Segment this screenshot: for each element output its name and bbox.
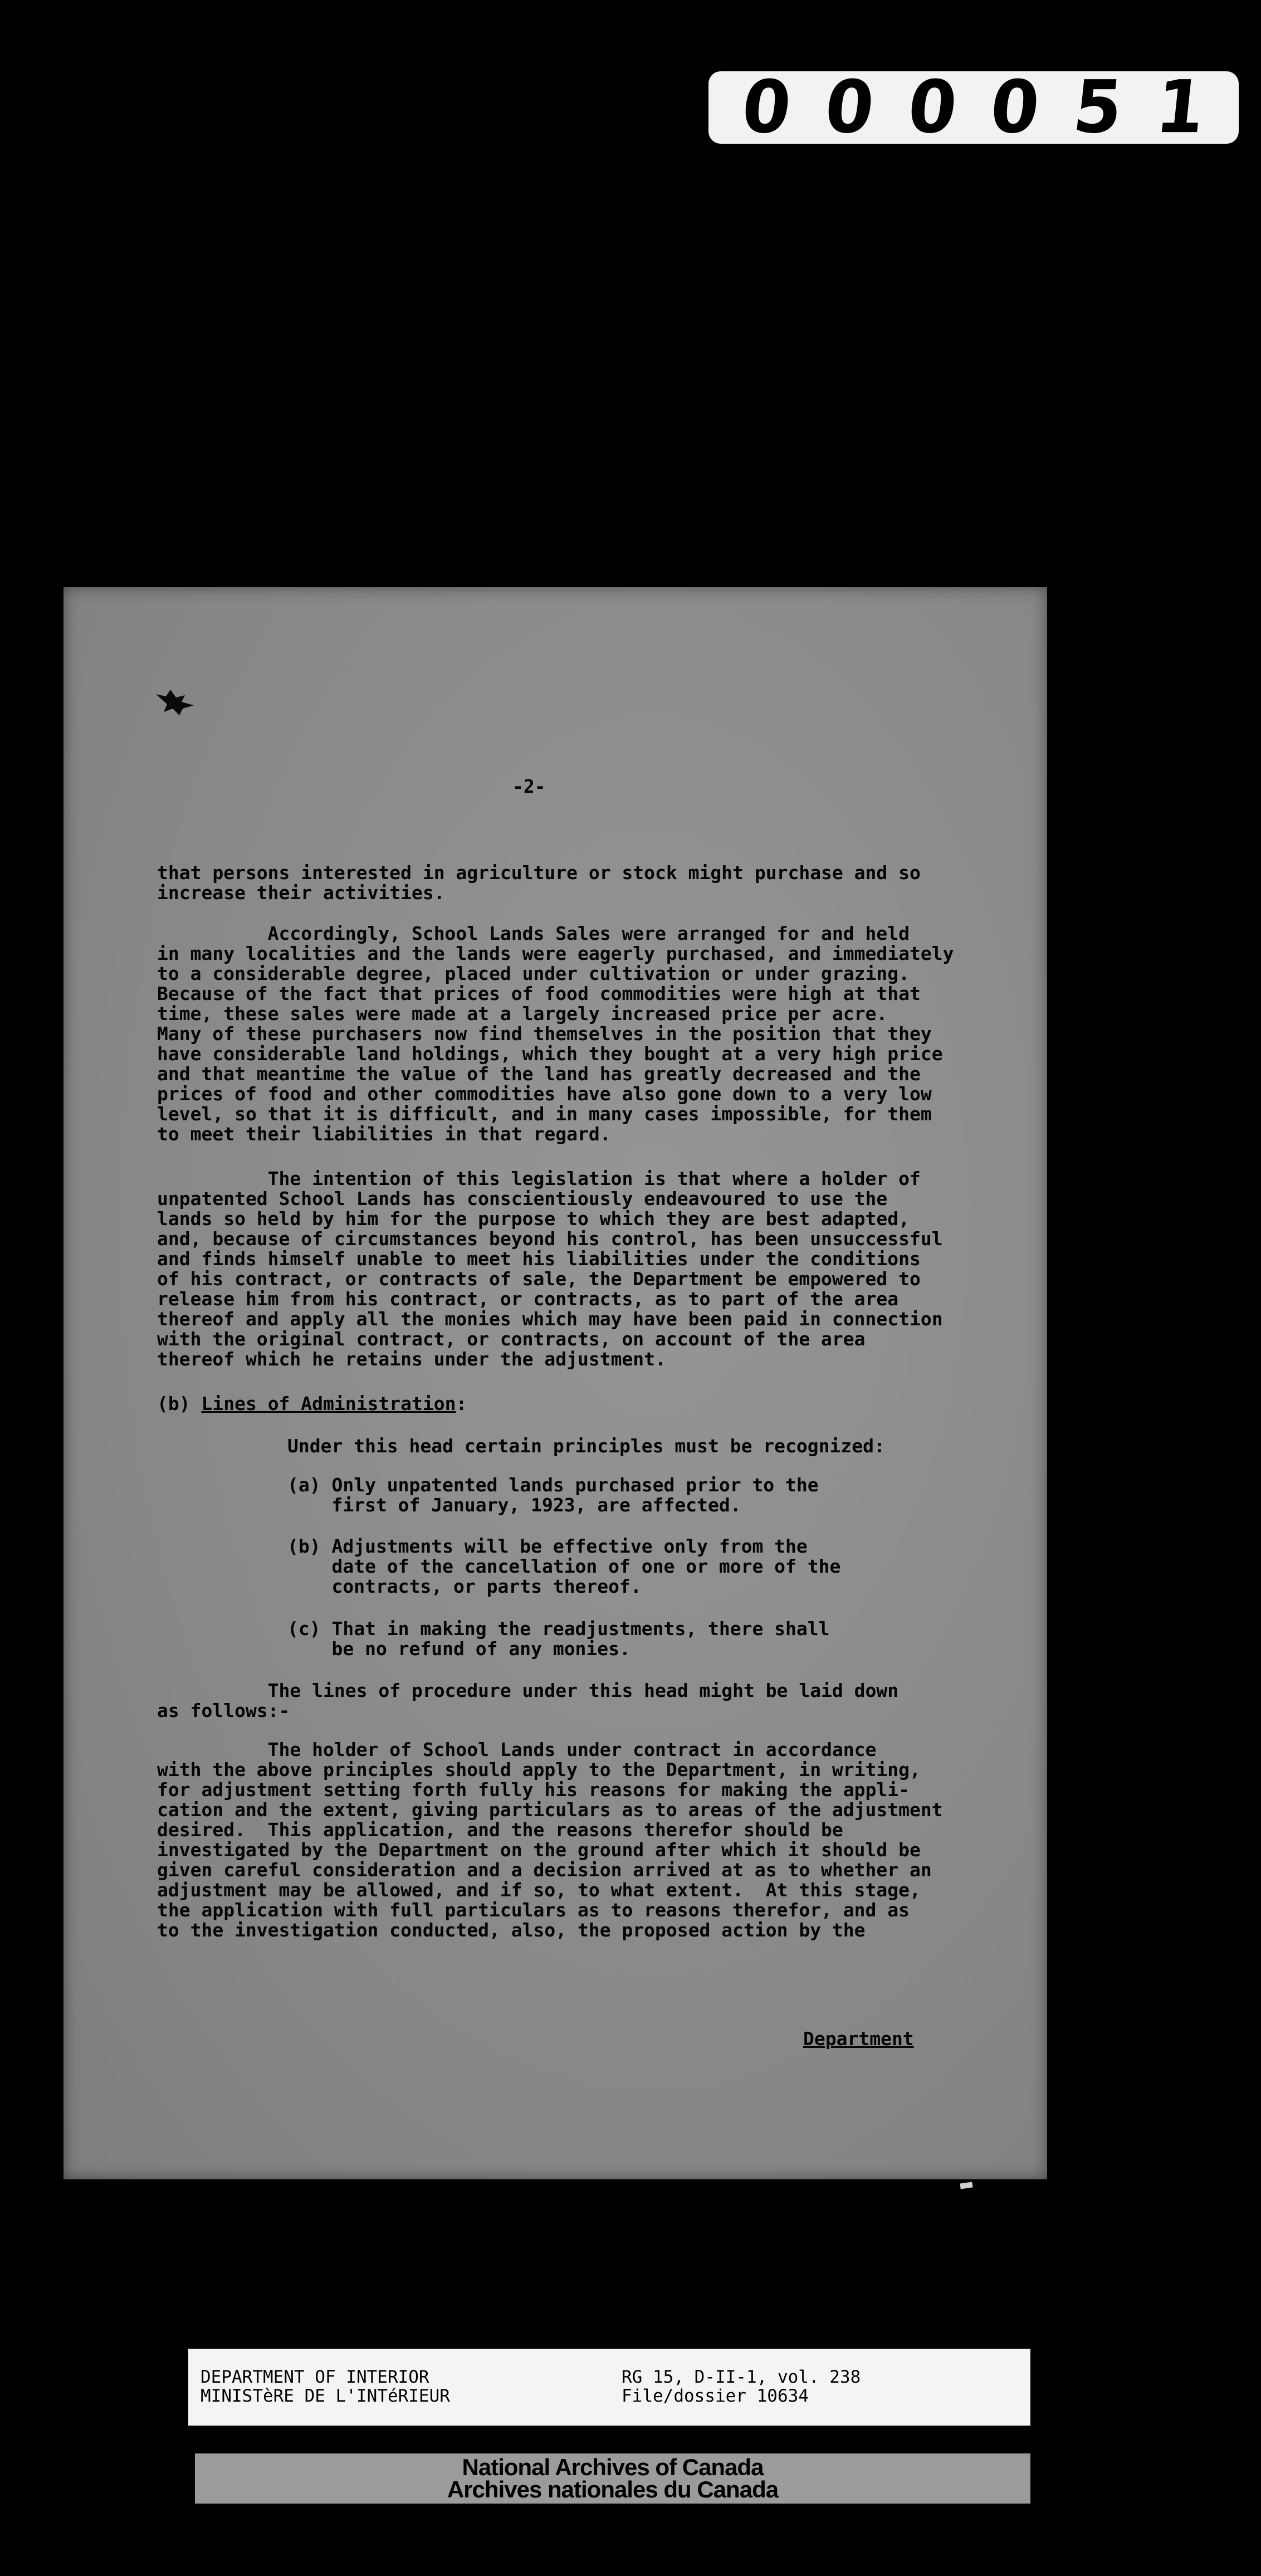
- frame-digit: 1: [1152, 65, 1209, 150]
- catchword: Department: [803, 2028, 914, 2050]
- section-colon: :: [456, 1393, 467, 1414]
- principles-intro: Under this head certain principles must be recognized:: [287, 1435, 885, 1457]
- paper-speck: [960, 2182, 972, 2189]
- frame-digit: 0: [820, 65, 878, 150]
- document-page: [63, 587, 1047, 2179]
- principle-item: (c) That in making the readjustments, there shall be no refund of any monies.: [287, 1618, 830, 1660]
- section-title: Lines of Administration: [201, 1393, 456, 1414]
- department-name: DEPARTMENT OF INTERIOR MINISTèRE DE L'INTéRIEUR: [201, 2367, 450, 2406]
- section-heading: [157, 1394, 467, 1414]
- archive-name-french: Archives nationales du Canada: [447, 2476, 779, 2502]
- body-paragraph: that persons interested in agriculture or stock might purchase and so increase their activities.: [157, 862, 921, 904]
- frame-number-label: [708, 65, 1239, 150]
- archive-stamp: [195, 2453, 1030, 2504]
- frame-digit: 0: [903, 65, 961, 150]
- section-letter: (b): [157, 1393, 202, 1414]
- principle-item: (a) Only unpatented lands purchased prior to the first of January, 1923, are affected.: [287, 1474, 819, 1516]
- principle-item: (b) Adjustments will be effective only from the date of the cancellation of one or more of the contracts, or parts thereof.: [287, 1535, 841, 1597]
- frame-digit: 0: [986, 65, 1044, 150]
- procedure-intro: The lines of procedure under this head might be laid down as follows:-: [157, 1680, 899, 1721]
- archive-name-english: National Archives of Canada: [462, 2454, 764, 2480]
- archival-reference-label: [188, 2349, 1030, 2426]
- ink-blot-mark: [154, 686, 197, 718]
- frame-digit: 5: [1069, 65, 1127, 150]
- body-paragraph: The intention of this legislation is that where a holder of unpatented School Lands has conscientiously endeavoured to use the lands so held by him for the purpose to which they are best adapted, and, because of circumstances beyond his control, has been unsuccessful and finds himself unable to meet his liabilities under the conditions of his contract, or contracts of sale, the Department be empowered to release him from his contract, or contracts, as to part of the area thereof and apply all the monies which may have been paid in connection with the original contract, or contracts, on account of the area thereof which he retains under the adjustment.: [157, 1168, 943, 1370]
- file-reference: RG 15, D-II-1, vol. 238 File/dossier 10634: [622, 2367, 861, 2406]
- body-paragraph: Accordingly, School Lands Sales were arranged for and held in many localities and the lands were eagerly purchased, and immediately to a considerable degree, placed under cultivation or under grazing. Because of the fact that prices of food commodities were high at that time, these sales were made at a largely increased price per acre. Many of these purchasers now find themselves in the position that they have considerable land holdings, which they bought at a very high price and that meantime the value of the land has greatly decreased and the prices of food and other commodities have also gone down to a very low level, so that it is difficult, and in many cases impossible, for them to meet their liabilities in that regard.: [157, 923, 954, 1145]
- page-number: -2-: [512, 775, 546, 797]
- procedure-paragraph: The holder of School Lands under contract in accordance with the above principles should apply to the Department, in writing, for adjustment setting forth fully his reasons for making the appli- cation and the extent, giving particulars as to areas of the adjustment desired. This application, and the reasons therefor should be investigated by the Department on the ground after which it should be given careful consideration and a decision arrived at as to whether an adjustment may be allowed, and if so, to what extent. At this stage, the application with full particulars as to reasons therefor, and as to the investigation conducted, also, the proposed action by the: [157, 1739, 943, 1941]
- frame-digit: 0: [738, 65, 795, 150]
